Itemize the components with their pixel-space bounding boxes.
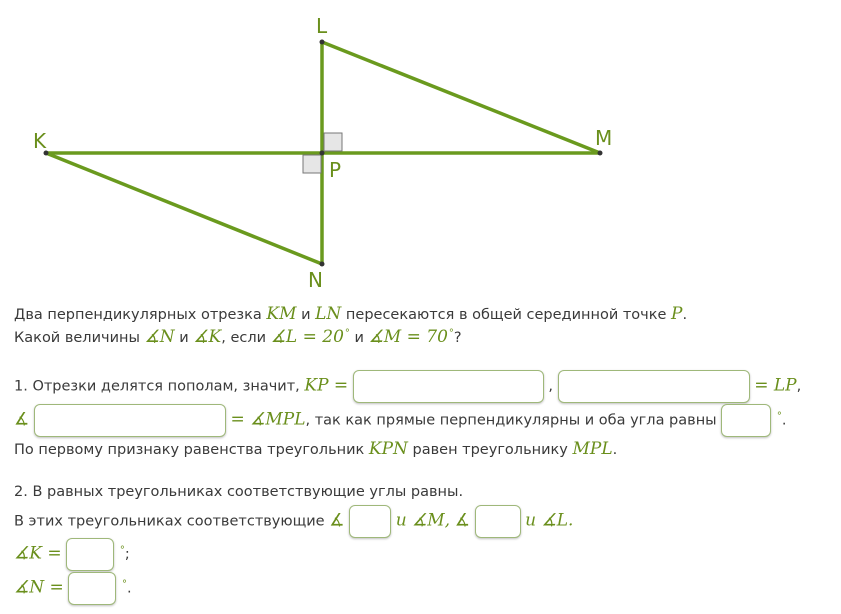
segment-km-label: KM [266,304,297,324]
segment-lm [322,42,600,153]
angle-symbol: ∡ [454,510,470,531]
label-l: L [316,14,328,38]
angle-n-equals: ∡N = [14,577,64,598]
problem-text: , если [221,330,267,346]
punctuation: , [548,378,553,395]
label-m: M [595,126,613,150]
segment-ln-label: LN [315,304,342,324]
problem-text: и [354,330,364,346]
right-angle-marker-lower [303,155,321,173]
problem-text: пересекаются в общей серединной точке [345,307,667,323]
point-m [598,151,603,156]
and-angle-l: и ∡L. [525,510,574,531]
step1-text: , так как прямые перпендикулярны и оба угла равны [305,412,717,429]
punctuation: . [682,307,688,323]
punctuation: , [796,378,802,395]
problem-text: и [301,307,311,323]
angle-k-equals: ∡K = [14,543,62,564]
degree-sign: ° [119,544,125,556]
angle-answer-input[interactable] [34,404,226,437]
triangle-mpl-label: MPL [572,439,613,459]
label-n: N [308,268,323,292]
corresponding-angle-input-2[interactable] [475,505,521,538]
angle-n-label: ∡N [144,327,175,347]
step1-text: 1. Отрезки делятся пополам, значит, [14,378,300,395]
problem-text: и [179,330,189,346]
degree-sign: ° [448,328,454,339]
problem-line-1 [14,304,687,324]
kp-answer-input[interactable] [353,370,544,403]
problem-line-2 [14,327,462,347]
point-n [320,262,325,267]
point-p [320,151,325,156]
step2-text: 2. В равных треугольниках соответствующие углы равны. [14,484,464,500]
punctuation: . [612,442,618,458]
punctuation: . [126,580,132,597]
step1-line-1 [14,370,801,403]
punctuation: ? [453,330,462,346]
problem-text: Какой величины [14,330,140,346]
angle-n-answer-input[interactable] [68,572,116,605]
segment-answer-input[interactable] [558,370,750,403]
angle-l-given: ∡L = 20 [270,327,344,347]
segment-kn [46,153,322,264]
step1-line-3 [14,439,617,459]
step1-line-2 [14,404,786,437]
punctuation: ; [124,546,130,563]
step2-line-1 [14,484,463,500]
label-p: P [329,158,342,182]
triangle-kpn-label: KPN [368,439,408,459]
degree-sign: ° [121,578,127,590]
geometry-figure [0,0,841,300]
degrees-answer-input[interactable] [721,404,771,437]
angle-k-label: ∡K [193,327,222,347]
point-p-label: P [671,304,683,324]
right-angle-marker-upper [324,133,342,151]
step1-text: По первому признаку равенства треугольник [14,442,365,458]
problem-text: Два перпендикулярных отрезка [14,307,262,323]
step2-line-3 [14,538,130,571]
angle-m-given: ∡M = 70 [368,327,448,347]
point-l [320,40,325,45]
degree-sign: ° [776,410,782,422]
degree-sign: ° [344,328,350,339]
angle-symbol: ∡ [14,409,30,430]
kp-equals: KP = [304,375,349,396]
step2-text: В этих треугольниках соответствующие [14,513,325,530]
punctuation: . [781,412,787,429]
angle-symbol: ∡ [329,510,345,531]
label-k: K [33,129,47,153]
step1-text: равен треугольнику [412,442,568,458]
angle-k-answer-input[interactable] [66,538,114,571]
and-angle-m: и ∡M, [395,510,451,531]
step2-line-4 [14,572,132,605]
equals-angle-mpl: = ∡MPL [230,409,306,430]
corresponding-angle-input-1[interactable] [349,505,391,538]
equals-lp: = LP [754,375,797,396]
step2-line-2 [14,505,573,538]
